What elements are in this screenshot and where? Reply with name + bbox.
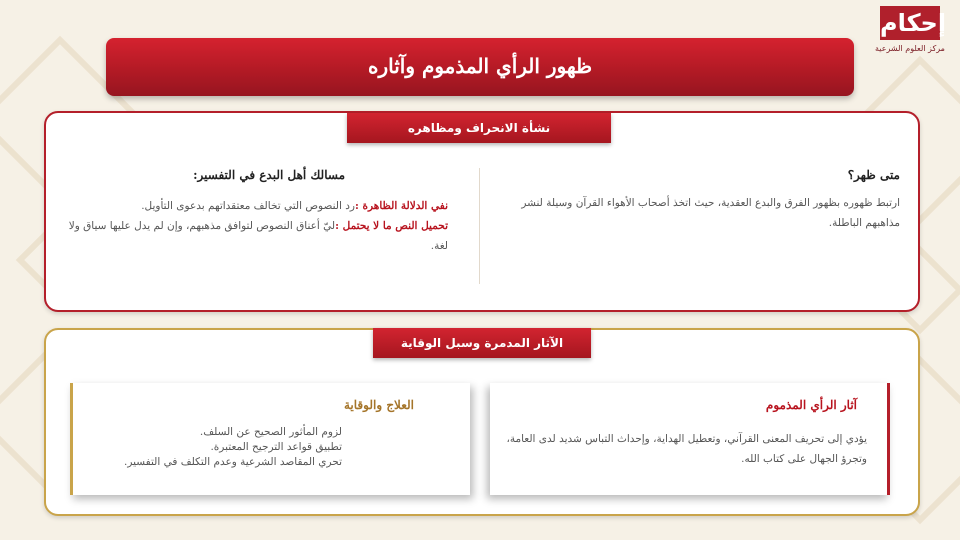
page-title: ظهور الرأي المذموم وآثاره <box>367 54 593 78</box>
remedy-list <box>93 425 342 470</box>
origins-section-label: نشأة الانحراف ومظاهره <box>347 113 611 143</box>
remedy-box <box>70 383 470 495</box>
effects-box <box>490 383 890 495</box>
brand-logo <box>868 6 952 58</box>
effects-section-label: الآثار المدمرة وسبل الوقاية <box>373 328 591 358</box>
logo-subtitle: مركز العلوم الشرعية <box>875 44 945 53</box>
method-2-label: تحميل النص ما لا يحتمل : <box>335 220 448 232</box>
column-divider <box>479 168 480 284</box>
when-heading: متى ظهر؟ <box>847 168 900 182</box>
effects-heading: آثار الرأي المذموم <box>765 398 857 412</box>
logo-mark: إحكام <box>880 6 940 40</box>
title-banner <box>106 38 854 96</box>
remedy-item: تحري المقاصد الشرعية وعدم التكلف في التفسير. <box>123 456 342 468</box>
methods-heading: مسالك أهل البدع في التفسير: <box>193 168 345 182</box>
remedy-item: لزوم المأثور الصحيح عن السلف. <box>199 426 342 438</box>
method-item-1 <box>62 196 448 216</box>
effects-text: يؤدي إلى تحريف المعنى القرآني، وتعطيل الهداية، وإحداث التباس شديد لدى العامة، وتجرؤ الجهال على كتاب الله. <box>506 433 867 465</box>
methods-list <box>62 196 448 256</box>
method-2-text: ليّ أعناق النصوص لتوافق مذهبهم، وإن لم يدل عليها سياق ولا لغة. <box>68 220 448 252</box>
remedy-item: تطبيق قواعد الترجيح المعتبرة. <box>210 441 342 453</box>
method-1-text: رد النصوص التي تخالف معتقداتهم بدعوى التأويل. <box>141 200 355 212</box>
method-item-2 <box>62 216 448 256</box>
remedy-heading: العلاج والوقاية <box>343 398 414 412</box>
when-text: ارتبط ظهوره بظهور الفرق والبدع العقدية، حيث اتخذ أصحاب الأهواء القرآن وسيلة لنشر مذاهبهم الباطلة. <box>521 197 900 229</box>
method-1-label: نفي الدلالة الظاهرة : <box>354 200 448 212</box>
